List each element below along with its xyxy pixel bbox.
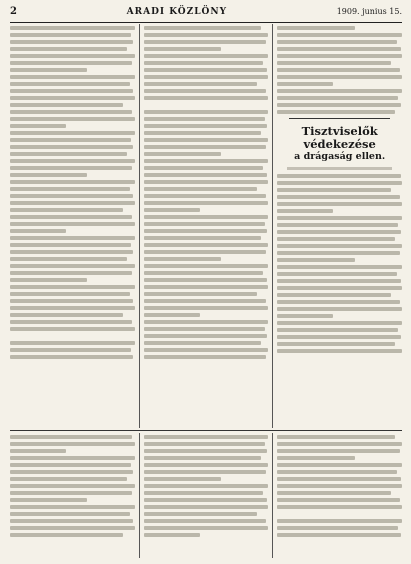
text-line — [10, 96, 135, 100]
text-line — [10, 40, 133, 44]
text-line — [277, 272, 397, 276]
text-line — [144, 89, 266, 93]
text-line — [10, 236, 135, 240]
text-line — [277, 230, 400, 234]
text-line — [144, 54, 269, 58]
text-line — [10, 110, 132, 114]
text-line — [277, 61, 390, 65]
text-line — [277, 75, 402, 79]
text-line — [277, 209, 333, 213]
text-line — [144, 33, 269, 37]
bottom-columns — [10, 430, 402, 558]
text-line — [10, 89, 133, 93]
text-line — [277, 188, 390, 192]
text-line — [277, 300, 399, 304]
text-line — [277, 498, 399, 502]
text-line — [277, 519, 402, 523]
text-line — [10, 173, 87, 177]
text-line — [10, 299, 133, 303]
text-line — [277, 96, 398, 100]
text-line — [277, 505, 402, 509]
page-number: 2 — [10, 6, 17, 17]
text-line — [10, 463, 131, 467]
text-line — [277, 449, 399, 453]
text-line — [277, 342, 394, 346]
text-line — [277, 202, 402, 206]
text-line — [144, 152, 221, 156]
text-line — [277, 82, 333, 86]
text-line — [144, 299, 266, 303]
article-headline — [277, 125, 402, 163]
text-line — [144, 512, 257, 516]
column-left — [10, 24, 140, 428]
text-line — [144, 166, 264, 170]
text-line — [277, 335, 400, 339]
text-line — [10, 355, 133, 359]
text-line — [277, 258, 354, 262]
text-line — [277, 533, 400, 537]
text-line — [10, 26, 135, 30]
text-line — [144, 264, 269, 268]
text-line — [10, 124, 66, 128]
headline-line-2: a drágaság ellen. — [294, 151, 386, 162]
text-line — [10, 250, 133, 254]
text-line — [10, 470, 133, 474]
text-line — [144, 533, 200, 537]
text-line — [10, 533, 123, 537]
text-line — [277, 33, 402, 37]
bottom-column-right — [273, 433, 402, 558]
text-line — [144, 327, 265, 331]
text-line — [10, 526, 135, 530]
text-line — [10, 519, 133, 523]
text-line — [144, 26, 261, 30]
text-line — [277, 477, 400, 481]
text-line — [144, 243, 269, 247]
text-line — [10, 103, 123, 107]
text-line — [277, 54, 402, 58]
text-line — [144, 215, 269, 219]
text-line — [144, 250, 266, 254]
text-line — [10, 68, 87, 72]
text-line — [10, 131, 135, 135]
text-line — [277, 491, 390, 495]
masthead — [10, 6, 402, 23]
newspaper-title: ARADI KÖZLÖNY — [126, 7, 228, 17]
text-line — [277, 314, 333, 318]
text-line — [144, 47, 221, 51]
text-line — [144, 110, 269, 114]
text-line — [277, 349, 402, 353]
text-line — [144, 201, 269, 205]
text-line — [10, 201, 135, 205]
text-line — [10, 484, 135, 488]
text-line — [144, 229, 267, 233]
issue-date: 1909. junius 15. — [336, 7, 402, 16]
text-line — [277, 26, 354, 30]
text-line — [10, 47, 127, 51]
text-line — [144, 236, 261, 240]
bottom-column-middle — [140, 433, 274, 558]
text-line — [144, 334, 267, 338]
text-line — [10, 187, 130, 191]
text-line — [277, 463, 402, 467]
text-line — [144, 292, 257, 296]
text-line — [144, 208, 200, 212]
text-line — [144, 484, 269, 488]
text-line — [277, 435, 394, 439]
text-line — [10, 33, 131, 37]
text-line — [10, 320, 132, 324]
text-line — [10, 138, 131, 142]
column-right-lower — [277, 174, 402, 353]
text-line — [144, 96, 269, 100]
text-line — [144, 435, 269, 439]
section-rule — [289, 118, 390, 119]
text-line — [10, 271, 132, 275]
text-line — [277, 321, 402, 325]
text-line — [144, 257, 221, 261]
text-line — [10, 229, 66, 233]
text-line — [10, 117, 135, 121]
text-line — [144, 124, 267, 128]
text-line — [144, 477, 221, 481]
text-line — [10, 215, 132, 219]
text-line — [10, 306, 135, 310]
text-line — [277, 223, 398, 227]
text-line — [144, 131, 261, 135]
text-line — [277, 265, 402, 269]
text-line — [277, 526, 398, 530]
text-line — [277, 279, 400, 283]
column-middle — [140, 24, 274, 428]
text-line — [144, 348, 269, 352]
text-line — [10, 505, 135, 509]
text-line — [10, 313, 123, 317]
text-line — [10, 82, 130, 86]
text-line — [10, 243, 131, 247]
text-line — [10, 327, 135, 331]
text-line — [277, 89, 402, 93]
text-line — [144, 519, 266, 523]
headline-line-1: Tisztviselők védekezése — [301, 124, 378, 151]
text-line — [277, 328, 398, 332]
text-line — [144, 442, 265, 446]
text-line — [10, 512, 130, 516]
text-line — [277, 103, 400, 107]
text-line — [144, 463, 269, 467]
text-line — [144, 180, 269, 184]
text-line — [144, 61, 264, 65]
text-line — [10, 75, 135, 79]
text-line — [10, 435, 132, 439]
text-line — [10, 449, 66, 453]
text-line — [144, 103, 200, 108]
text-line — [144, 278, 267, 282]
text-line — [144, 117, 265, 121]
text-line — [144, 75, 269, 79]
text-line — [10, 264, 135, 268]
text-line — [144, 40, 266, 44]
text-line — [144, 320, 269, 324]
byline — [287, 167, 392, 170]
text-line — [144, 491, 264, 495]
text-line — [277, 195, 399, 199]
text-line — [144, 498, 267, 502]
text-line — [144, 145, 266, 149]
text-line — [144, 68, 267, 72]
text-line — [10, 348, 131, 352]
text-line — [10, 456, 135, 460]
text-line — [144, 138, 269, 142]
text-line — [277, 216, 402, 220]
text-line — [10, 159, 135, 163]
text-line — [277, 470, 397, 474]
text-line — [10, 180, 135, 184]
text-line — [277, 47, 400, 51]
text-line — [144, 187, 257, 191]
text-line — [144, 271, 264, 275]
text-line — [10, 341, 135, 345]
text-line — [10, 54, 135, 58]
text-line — [144, 194, 266, 198]
text-line — [10, 166, 132, 170]
column-right — [273, 24, 402, 428]
text-line — [10, 292, 130, 296]
text-line — [144, 449, 267, 453]
text-line — [277, 512, 333, 517]
text-line — [277, 293, 390, 297]
text-line — [10, 152, 127, 156]
text-line — [144, 456, 261, 460]
text-line — [277, 244, 402, 248]
text-line — [277, 286, 402, 290]
text-line — [277, 174, 400, 178]
text-line — [10, 442, 135, 446]
text-line — [144, 313, 200, 317]
text-line — [10, 285, 135, 289]
text-line — [10, 257, 127, 261]
text-line — [277, 307, 402, 311]
text-line — [144, 470, 266, 474]
text-line — [277, 251, 399, 255]
column-right-upper — [277, 26, 402, 114]
text-line — [10, 194, 133, 198]
text-line — [10, 145, 133, 149]
text-line — [277, 40, 397, 44]
text-line — [144, 159, 269, 163]
text-line — [277, 181, 402, 185]
text-line — [144, 222, 265, 226]
text-line — [10, 498, 87, 502]
text-line — [10, 491, 132, 495]
bottom-column-left — [10, 433, 140, 558]
text-line — [10, 61, 132, 65]
text-line — [144, 173, 267, 177]
text-line — [144, 526, 269, 530]
text-line — [144, 82, 257, 86]
text-line — [277, 456, 354, 460]
text-line — [277, 110, 394, 114]
text-line — [144, 285, 269, 289]
text-line — [144, 355, 266, 359]
text-line — [10, 334, 66, 339]
text-line — [10, 208, 123, 212]
text-line — [277, 237, 394, 241]
text-line — [144, 505, 269, 509]
text-line — [144, 306, 269, 310]
text-line — [277, 484, 402, 488]
text-line — [277, 442, 402, 446]
text-line — [277, 68, 399, 72]
text-line — [10, 222, 135, 226]
text-line — [10, 477, 127, 481]
text-line — [144, 341, 261, 345]
text-line — [10, 278, 87, 282]
